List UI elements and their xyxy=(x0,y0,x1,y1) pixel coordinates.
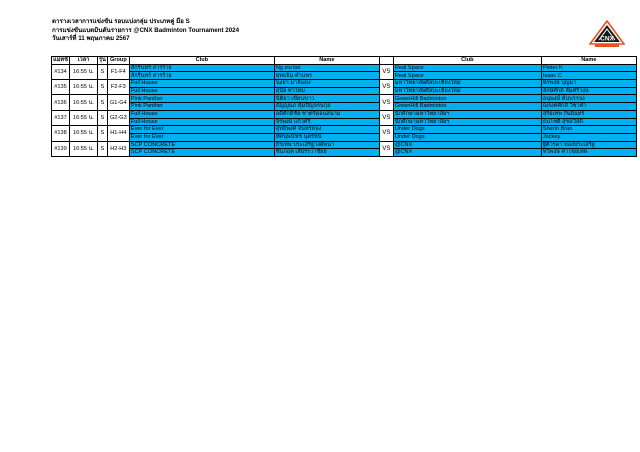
col-level: รุ่น xyxy=(99,57,106,64)
document-header xyxy=(52,18,239,44)
match-level: S xyxy=(98,80,108,95)
home-player-name: ธัญญนภ คุ้มปัญจรนกุล xyxy=(274,103,379,111)
versus-label: VS xyxy=(379,141,393,156)
header-subtitle: การแข่งขันแบดมินตันรายการ @CNX Badminton Tournament 2024 xyxy=(52,26,240,34)
table-row xyxy=(52,103,637,111)
match-number: #134 xyxy=(52,64,70,79)
match-number: #138 xyxy=(52,126,70,141)
match-group: H1-H4 xyxy=(107,126,129,141)
match-level: S xyxy=(98,141,108,156)
match-level: S xyxy=(98,126,108,141)
versus-label: VS xyxy=(379,126,393,141)
away-player-name: ณรงค์ศักดิ์ วิชาคำ xyxy=(541,103,636,111)
home-club: Pink Panther xyxy=(129,103,274,111)
match-number: #135 xyxy=(52,80,70,95)
logo-text: CNX xyxy=(600,35,614,43)
col-group: Group xyxy=(107,57,129,65)
versus-label: VS xyxy=(379,64,393,79)
table-row xyxy=(52,64,637,72)
away-player-name: ฐิติวรดา ทองประเสริฐ xyxy=(541,141,636,149)
away-player-name: ลักษิศักดิ์ ส้มศรีวงษ์ xyxy=(541,87,636,95)
away-club: @CNX xyxy=(393,149,541,157)
away-club: Real Space xyxy=(393,64,541,72)
home-player-name: ยุทธยิน คำแพร xyxy=(274,72,379,80)
away-player-name: Pieter K xyxy=(541,64,636,72)
home-club: สักรีนทร์ สารร้าย xyxy=(129,64,274,72)
match-number: #139 xyxy=(52,141,70,156)
match-time: 16:55 น. xyxy=(70,126,98,141)
home-player-name: ชินกฤต เสียรรวาชัยย์ xyxy=(274,149,379,157)
col-vs xyxy=(379,57,393,65)
table-row xyxy=(52,126,637,134)
away-player-name: สุริยเทพ กันยินทร์ xyxy=(541,110,636,118)
home-player-name: ธีรเทพ ประเสริฐวงศ์พนา xyxy=(274,141,379,149)
header-title: ตารางเวลาการแข่งขัน รอบแบ่งกลุ่ม ประเภทคู่ มือ S xyxy=(52,18,190,25)
col-name-away: Name xyxy=(541,57,636,65)
away-player-name: Isaac C xyxy=(541,72,636,80)
col-club-away: Club xyxy=(393,57,541,65)
home-player-name: ทัศนุพนัชช์ นุตรัชนี xyxy=(274,133,379,141)
away-club: Real Space xyxy=(393,72,541,80)
table-row xyxy=(52,95,637,103)
badminton-cnx-logo-icon xyxy=(589,20,625,48)
home-club: Full House xyxy=(129,87,274,95)
table-row xyxy=(52,87,637,95)
match-number: #136 xyxy=(52,95,70,110)
table-row xyxy=(52,72,637,80)
table-row xyxy=(52,110,637,118)
home-club: Ever for Ever xyxy=(129,126,274,134)
home-club: Full House xyxy=(129,110,274,118)
away-player-name: Jackey xyxy=(541,133,636,141)
match-group: F1-F4 xyxy=(107,64,129,79)
table-row xyxy=(52,133,637,141)
match-time: 16:55 น. xyxy=(70,64,98,79)
home-player-name: อดิศักดิ์ชัย ชาตรีดอนสนาม xyxy=(274,110,379,118)
match-group: G1-G4 xyxy=(107,95,129,110)
home-player-name: สุทธิพงศ์ จันทร์ทอง xyxy=(274,126,379,134)
home-player-name: จิรพงษ์ แก้วศรี xyxy=(274,118,379,126)
table-header-row xyxy=(52,57,637,65)
match-level: S xyxy=(98,110,108,125)
table-row xyxy=(52,80,637,88)
away-player-name: ทวีพงษ์ ค่าไชยเทพ xyxy=(541,149,636,157)
match-group: F2-F3 xyxy=(107,80,129,95)
home-club: Pink Panther xyxy=(129,95,274,103)
away-club: มหาวิทยาลัยศิลปะเชียงใหม่ xyxy=(393,87,541,95)
schedule-table xyxy=(51,56,637,157)
away-club: GreenHill Badminton xyxy=(393,95,541,103)
home-club: สักรีนทร์ สารร้าย xyxy=(129,72,274,80)
away-club: GreenHill Badminton xyxy=(393,103,541,111)
home-player-name: นิติยา เขียนขาว xyxy=(274,95,379,103)
home-club: SCP CONCRETE xyxy=(129,149,274,157)
home-player-name: สุนัย ทาไหม xyxy=(274,87,379,95)
match-number: #137 xyxy=(52,110,70,125)
away-club: มหาวิทยาลัยศิลปะเชียงใหม่ xyxy=(393,80,541,88)
match-group: G2-G3 xyxy=(107,110,129,125)
home-club: SCP CONCRETE xyxy=(129,141,274,149)
away-club: นักศึกษามหาวิทยาลัยฯ xyxy=(393,118,541,126)
away-club: Under Dogs xyxy=(393,126,541,134)
match-time: 16:55 น. xyxy=(70,80,98,95)
table-row xyxy=(52,141,637,149)
match-time: 16:55 น. xyxy=(70,141,98,156)
away-player-name: พีรพงษ์ บุญมา xyxy=(541,80,636,88)
away-player-name: อนุพงษ์ ต้นบรรจง xyxy=(541,95,636,103)
home-club: Full House xyxy=(129,118,274,126)
table-row xyxy=(52,118,637,126)
home-club: Full House xyxy=(129,80,274,88)
away-club: @CNX xyxy=(393,141,541,149)
header-date: วันเสาร์ที่ 11 พฤษภาคม 2567 xyxy=(52,35,130,43)
away-club: Under Dogs xyxy=(393,133,541,141)
table-row xyxy=(52,149,637,157)
col-club: Club xyxy=(129,57,274,65)
match-time: 16:55 น. xyxy=(70,110,98,125)
home-club: Ever for Ever xyxy=(129,133,274,141)
versus-label: VS xyxy=(379,110,393,125)
col-name: Name xyxy=(274,57,379,65)
home-player-name: Ng siu kei xyxy=(274,64,379,72)
match-level: S xyxy=(98,95,108,110)
match-level: S xyxy=(98,64,108,79)
versus-label: VS xyxy=(379,95,393,110)
col-match: แมทช์ xyxy=(53,57,68,64)
away-player-name: ธนโชติ สุขสวัสดิ์ xyxy=(541,118,636,126)
away-player-name: Sherin Bran xyxy=(541,126,636,134)
match-time: 16:55 น. xyxy=(70,95,98,110)
col-time: เวลา xyxy=(70,57,98,65)
match-group: H2-H3 xyxy=(107,141,129,156)
away-club: นักศึกษามหาวิทยาลัยฯ xyxy=(393,110,541,118)
home-player-name: นงยา มาลีแดง xyxy=(274,80,379,88)
versus-label: VS xyxy=(379,80,393,95)
